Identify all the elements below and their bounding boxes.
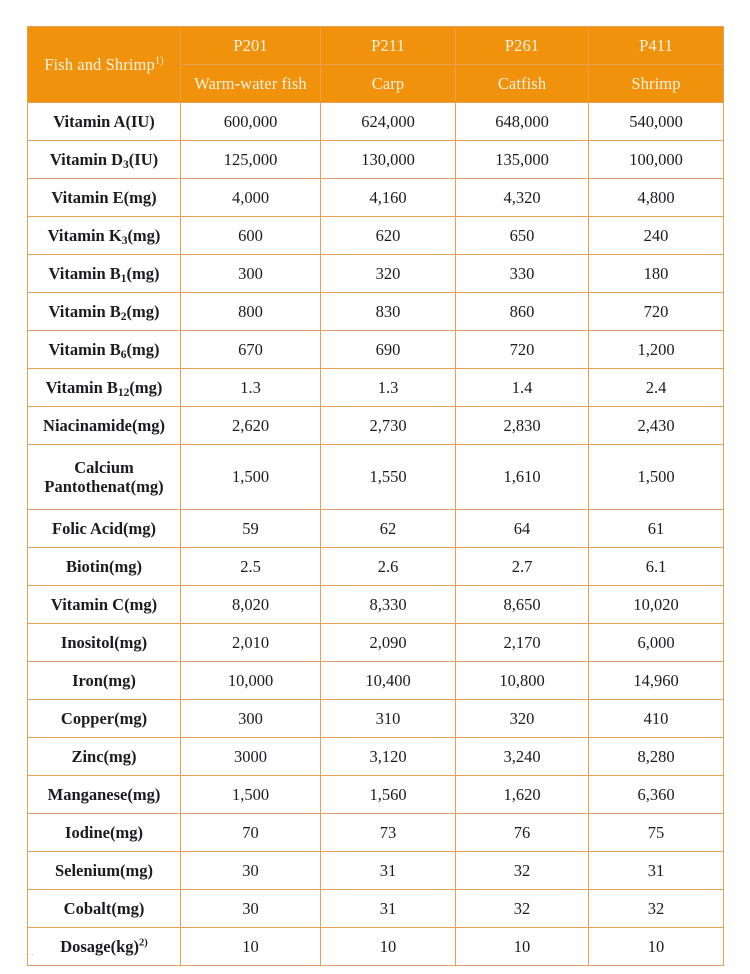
cell-r5-c3: 720 — [589, 293, 724, 331]
cell-r6-c1: 690 — [321, 331, 456, 369]
row-label-20 — [28, 890, 181, 928]
table-row — [28, 814, 724, 852]
row-label-text: Zinc(mg) — [71, 746, 137, 766]
row-label-text: Selenium(mg) — [54, 860, 154, 880]
row-label-subscript: 12 — [117, 386, 130, 399]
cell-r16-c0: 3000 — [181, 738, 321, 776]
cell-r19-c0: 30 — [181, 852, 321, 890]
row-label-text: Iodine(mg) — [65, 822, 143, 842]
cell-r7-c3: 2.4 — [589, 369, 724, 407]
cell-r12-c1: 8,330 — [321, 586, 456, 624]
cell-r1-c1: 130,000 — [321, 141, 456, 179]
row-label-text: Vitamin D — [49, 149, 124, 169]
cell-r21-c2: 10 — [456, 928, 589, 966]
cell-r13-c0: 2,010 — [181, 624, 321, 662]
cell-r20-c0: 30 — [181, 890, 321, 928]
cell-r18-c1: 73 — [321, 814, 456, 852]
row-label-unit: (mg) — [126, 263, 160, 283]
header-product-code-p261: P261 — [456, 27, 589, 65]
cell-r5-c2: 860 — [456, 293, 589, 331]
row-label-text: Calcium Pantothenat(mg) — [44, 457, 164, 496]
header-corner-fish-and-shrimp — [28, 27, 181, 103]
cell-r18-c2: 76 — [456, 814, 589, 852]
cell-r10-c2: 64 — [456, 510, 589, 548]
row-label-10 — [28, 510, 181, 548]
table-row — [28, 852, 724, 890]
header-species-catfish: Catfish — [456, 65, 589, 103]
row-label-subscript: 6 — [120, 348, 127, 361]
cell-r12-c3: 10,020 — [589, 586, 724, 624]
row-label-13 — [28, 624, 181, 662]
cell-r20-c2: 32 — [456, 890, 589, 928]
row-label-footnote-marker: 2) — [139, 937, 148, 949]
row-label-text: Manganese(mg) — [47, 784, 161, 804]
row-label-9 — [28, 445, 181, 510]
cell-r4-c0: 300 — [181, 255, 321, 293]
row-label-text: Copper(mg) — [60, 708, 148, 728]
row-label-text: Cobalt(mg) — [63, 898, 145, 918]
table-row — [28, 255, 724, 293]
row-label-16 — [28, 738, 181, 776]
cell-r15-c2: 320 — [456, 700, 589, 738]
row-label-18 — [28, 814, 181, 852]
row-label-text: Vitamin B — [48, 263, 121, 283]
cell-r2-c3: 4,800 — [589, 179, 724, 217]
table-row — [28, 103, 724, 141]
row-label-0 — [28, 103, 181, 141]
cell-r14-c1: 10,400 — [321, 662, 456, 700]
row-label-subscript: 3 — [123, 158, 129, 171]
row-label-text: Vitamin C(mg) — [50, 594, 158, 614]
cell-r18-c0: 70 — [181, 814, 321, 852]
cell-r8-c0: 2,620 — [181, 407, 321, 445]
table-body — [28, 103, 724, 966]
table-row — [28, 510, 724, 548]
header-row-codes — [28, 27, 724, 65]
header-corner-footnote-marker: 1) — [154, 55, 164, 67]
fish-and-shrimp-nutrient-table — [27, 26, 724, 966]
row-label-1 — [28, 141, 181, 179]
table-row — [28, 407, 724, 445]
cell-r12-c2: 8,650 — [456, 586, 589, 624]
header-product-code-p201: P201 — [181, 27, 321, 65]
cell-r16-c2: 3,240 — [456, 738, 589, 776]
row-label-subscript: 3 — [121, 234, 128, 247]
cell-r4-c1: 320 — [321, 255, 456, 293]
row-label-19 — [28, 852, 181, 890]
cell-r17-c0: 1,500 — [181, 776, 321, 814]
row-label-unit: (IU) — [128, 149, 159, 169]
cell-r6-c0: 670 — [181, 331, 321, 369]
cell-r1-c3: 100,000 — [589, 141, 724, 179]
row-label-14 — [28, 662, 181, 700]
row-label-8 — [28, 407, 181, 445]
cell-r17-c1: 1,560 — [321, 776, 456, 814]
row-label-subscript: 1 — [120, 272, 127, 285]
header-species-shrimp: Shrimp — [589, 65, 724, 103]
cell-r15-c0: 300 — [181, 700, 321, 738]
cell-r20-c3: 32 — [589, 890, 724, 928]
cell-r1-c2: 135,000 — [456, 141, 589, 179]
row-label-text: Niacinamide(mg) — [43, 415, 165, 435]
header-corner-label: Fish and Shrimp — [44, 54, 155, 74]
table-row — [28, 776, 724, 814]
row-label-text: Vitamin E(mg) — [51, 187, 157, 207]
table-row — [28, 586, 724, 624]
cell-r17-c3: 6,360 — [589, 776, 724, 814]
cell-r14-c0: 10,000 — [181, 662, 321, 700]
table-row — [28, 548, 724, 586]
cell-r14-c2: 10,800 — [456, 662, 589, 700]
row-label-12 — [28, 586, 181, 624]
table-row — [28, 890, 724, 928]
row-label-4 — [28, 255, 181, 293]
table-row — [28, 331, 724, 369]
cell-r2-c1: 4,160 — [321, 179, 456, 217]
scan-artifact-mark: .. — [28, 947, 35, 957]
cell-r14-c3: 14,960 — [589, 662, 724, 700]
cell-r3-c3: 240 — [589, 217, 724, 255]
cell-r10-c3: 61 — [589, 510, 724, 548]
cell-r19-c1: 31 — [321, 852, 456, 890]
cell-r21-c1: 10 — [321, 928, 456, 966]
table-row — [28, 141, 724, 179]
table-row — [28, 369, 724, 407]
cell-r12-c0: 8,020 — [181, 586, 321, 624]
table-row — [28, 928, 724, 966]
row-label-text: Vitamin B — [48, 339, 121, 359]
cell-r7-c2: 1.4 — [456, 369, 589, 407]
row-label-11 — [28, 548, 181, 586]
cell-r2-c2: 4,320 — [456, 179, 589, 217]
cell-r0-c0: 600,000 — [181, 103, 321, 141]
row-label-text: Vitamin K — [47, 225, 122, 245]
cell-r19-c2: 32 — [456, 852, 589, 890]
table-row — [28, 662, 724, 700]
table-row — [28, 217, 724, 255]
table-row — [28, 738, 724, 776]
cell-r3-c2: 650 — [456, 217, 589, 255]
table-header — [28, 27, 724, 103]
row-label-2 — [28, 179, 181, 217]
cell-r21-c0: 10 — [181, 928, 321, 966]
cell-r3-c0: 600 — [181, 217, 321, 255]
cell-r3-c1: 620 — [321, 217, 456, 255]
cell-r7-c1: 1.3 — [321, 369, 456, 407]
cell-r4-c3: 180 — [589, 255, 724, 293]
cell-r9-c3: 1,500 — [589, 445, 724, 510]
table-row — [28, 293, 724, 331]
row-label-7 — [28, 369, 181, 407]
cell-r7-c0: 1.3 — [181, 369, 321, 407]
header-species-warm-water-fish: Warm-water fish — [181, 65, 321, 103]
row-label-unit: (mg) — [126, 301, 160, 321]
cell-r15-c3: 410 — [589, 700, 724, 738]
row-label-text: Vitamin B — [45, 377, 118, 397]
cell-r0-c1: 624,000 — [321, 103, 456, 141]
cell-r10-c0: 59 — [181, 510, 321, 548]
cell-r1-c0: 125,000 — [181, 141, 321, 179]
row-label-17 — [28, 776, 181, 814]
row-label-text: Folic Acid(mg) — [51, 518, 157, 538]
cell-r8-c2: 2,830 — [456, 407, 589, 445]
cell-r0-c2: 648,000 — [456, 103, 589, 141]
cell-r13-c1: 2,090 — [321, 624, 456, 662]
row-label-unit: (mg) — [129, 377, 163, 397]
cell-r15-c1: 310 — [321, 700, 456, 738]
header-species-carp: Carp — [321, 65, 456, 103]
cell-r20-c1: 31 — [321, 890, 456, 928]
row-label-subscript: 2 — [120, 310, 127, 323]
cell-r21-c3: 10 — [589, 928, 724, 966]
cell-r10-c1: 62 — [321, 510, 456, 548]
table-row — [28, 700, 724, 738]
cell-r16-c3: 8,280 — [589, 738, 724, 776]
row-label-text: Biotin(mg) — [65, 556, 143, 576]
cell-r2-c0: 4,000 — [181, 179, 321, 217]
cell-r8-c1: 2,730 — [321, 407, 456, 445]
header-product-code-p411: P411 — [589, 27, 724, 65]
cell-r13-c3: 6,000 — [589, 624, 724, 662]
header-product-code-p211: P211 — [321, 27, 456, 65]
cell-r6-c2: 720 — [456, 331, 589, 369]
cell-r6-c3: 1,200 — [589, 331, 724, 369]
cell-r9-c1: 1,550 — [321, 445, 456, 510]
table-row — [28, 445, 724, 510]
cell-r18-c3: 75 — [589, 814, 724, 852]
cell-r9-c2: 1,610 — [456, 445, 589, 510]
row-label-unit: (mg) — [126, 339, 160, 359]
cell-r17-c2: 1,620 — [456, 776, 589, 814]
cell-r11-c3: 6.1 — [589, 548, 724, 586]
cell-r13-c2: 2,170 — [456, 624, 589, 662]
row-label-15 — [28, 700, 181, 738]
cell-r11-c2: 2.7 — [456, 548, 589, 586]
cell-r5-c0: 800 — [181, 293, 321, 331]
row-label-text: Inositol(mg) — [60, 632, 148, 652]
cell-r5-c1: 830 — [321, 293, 456, 331]
cell-r8-c3: 2,430 — [589, 407, 724, 445]
cell-r11-c0: 2.5 — [181, 548, 321, 586]
table-row — [28, 624, 724, 662]
cell-r11-c1: 2.6 — [321, 548, 456, 586]
table-row — [28, 179, 724, 217]
cell-r0-c3: 540,000 — [589, 103, 724, 141]
row-label-text: Vitamin B — [48, 301, 121, 321]
row-label-5 — [28, 293, 181, 331]
row-label-21 — [28, 928, 181, 966]
cell-r9-c0: 1,500 — [181, 445, 321, 510]
row-label-6 — [28, 331, 181, 369]
row-label-text: Dosage(kg) — [60, 936, 140, 956]
row-label-text: Vitamin A(IU) — [53, 111, 155, 131]
row-label-unit: (mg) — [127, 225, 161, 245]
nutrient-table-container — [27, 26, 723, 966]
cell-r19-c3: 31 — [589, 852, 724, 890]
cell-r4-c2: 330 — [456, 255, 589, 293]
row-label-text: Iron(mg) — [72, 670, 136, 690]
cell-r16-c1: 3,120 — [321, 738, 456, 776]
row-label-3 — [28, 217, 181, 255]
